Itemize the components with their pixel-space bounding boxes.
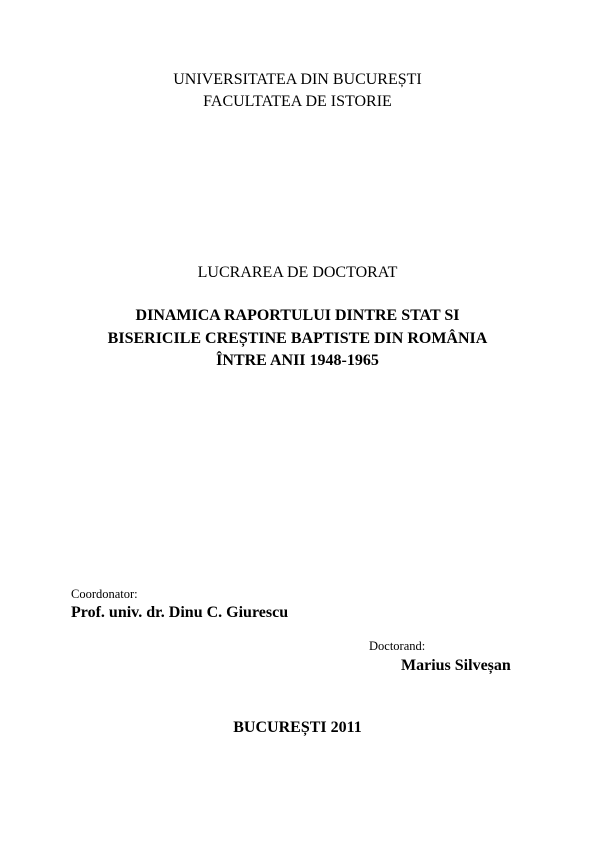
- university-name: UNIVERSITATEA DIN BUCUREȘTI: [173, 71, 422, 88]
- coordinator-name: Prof. univ. dr. Dinu C. Giurescu: [71, 604, 289, 621]
- thesis-title-line-1: DINAMICA RAPORTULUI DINTRE STAT SI: [135, 307, 460, 324]
- doctoral-candidate-label: Doctorand:: [369, 639, 426, 653]
- document-type-label: LUCRAREA DE DOCTORAT: [197, 264, 398, 281]
- coordinator-label: Coordonator:: [71, 587, 138, 601]
- place-and-year: BUCUREȘTI 2011: [233, 719, 362, 736]
- thesis-title-line-3: ÎNTRE ANII 1948-1965: [216, 352, 379, 369]
- doctoral-candidate-name: Marius Silveșan: [401, 657, 511, 674]
- thesis-title-line-2: BISERICILE CREȘTINE BAPTISTE DIN ROMÂNIA: [107, 330, 488, 347]
- faculty-name: FACULTATEA DE ISTORIE: [203, 93, 392, 110]
